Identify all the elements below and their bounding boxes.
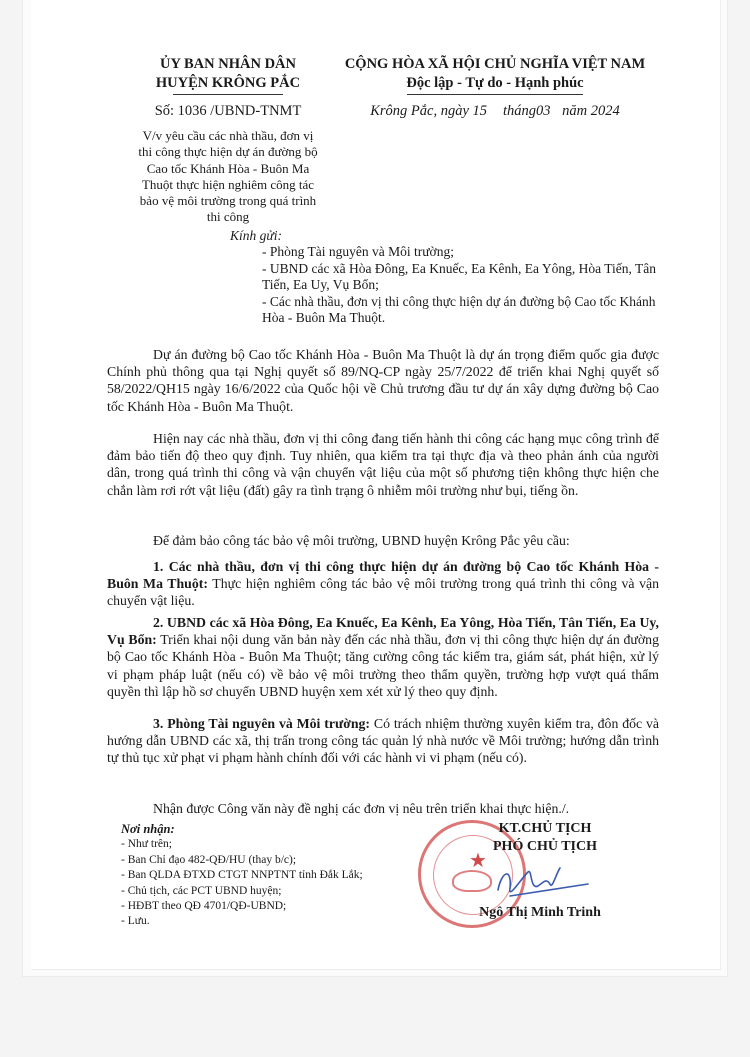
subject-line: thi công <box>206 209 250 225</box>
stamp-star-icon: ★ <box>469 850 487 872</box>
subject-line: Thuột thực hiện nghiêm công tác <box>141 176 315 192</box>
signature-title-2: PHÓ CHỦ TỊCH <box>493 839 597 854</box>
stamp-emblem-icon <box>452 870 492 892</box>
distribution-item: - HĐBT theo QĐ 4701/QĐ-UBND; <box>121 900 287 913</box>
subject-line: bảo vệ môi trường trong quá trình <box>139 193 317 209</box>
distribution-list <box>121 822 431 930</box>
requirement-2 <box>107 614 659 700</box>
date-year: năm 2024 <box>562 103 620 119</box>
org-line-1: ỦY BAN NHÂN DÂN <box>159 56 296 72</box>
issuing-authority <box>112 55 344 95</box>
signer-name: Ngô Thị Minh Trinh <box>479 905 601 920</box>
requirement-1-heading: 1. Các nhà thầu, đơn vị thi công thực hiện dự án đường bộ Cao tốc Khánh Hòa - Buôn Ma Thuột: <box>107 559 659 592</box>
paragraph-1: Dự án đường bộ Cao tốc Khánh Hòa - Buôn Ma Thuột là dự án trọng điểm quốc gia được Chính phủ thông qua tại Nghị quyết số 89/NQ-CP ngày 25/7/2022 để triển khai Nghị quyết số 58/2022/QH15 ngày 16/6/2022 của Quốc hội về Chủ trương đầu tư dự án xây dựng đường bộ Cao tốc Khánh Hòa - Buôn Ma Thuột. <box>107 347 659 414</box>
distribution-item: - Ban QLDA ĐTXD CTGT NNPTNT tỉnh Đắk Lắk; <box>121 869 363 882</box>
place-date <box>322 103 668 120</box>
org-line-2: HUYỆN KRÔNG PẮC <box>155 75 301 91</box>
requirement-3-heading: 3. Phòng Tài nguyên và Môi trường: <box>153 716 371 731</box>
requirement-1 <box>107 558 659 610</box>
paragraph-3: Để đảm bảo công tác bảo vệ môi trường, UBND huyện Krông Pắc yêu cầu: <box>153 533 570 548</box>
distribution-item: - Chủ tịch, các PCT UBND huyện; <box>121 884 282 897</box>
nation-line-2: Độc lập - Tự do - Hạnh phúc <box>406 75 584 91</box>
distribution-title: Nơi nhận: <box>121 822 175 836</box>
handwritten-signature-icon <box>490 860 590 905</box>
national-heading <box>322 55 668 95</box>
recipients-label: Kính gửi: <box>230 228 282 243</box>
paragraph-2: Hiện nay các nhà thầu, đơn vị thi công đang tiến hành thi công các hạng mục công trình để đảm bảo tiến độ theo quy định. Tuy nhiên, qua kiểm tra tại thực địa và theo phản ánh của người dân, trong quá trình thi công và vận chuyển vật liệu của một số phương tiện không thực hiện che chắn làm rơi rớt vật liệu (đất) gây ra tình trạng ô nhiễm môi trường như bụi, tiếng ồn. <box>107 431 659 498</box>
distribution-item: - Như trên; <box>121 838 172 851</box>
recipient-item: - Phòng Tài nguyên và Môi trường; <box>262 244 454 259</box>
header-underline-left <box>173 94 283 95</box>
subject <box>112 128 344 226</box>
subject-line: thi công thực hiện dự án đường bộ <box>138 144 318 160</box>
distribution-item: - Lưu. <box>121 915 150 928</box>
closing-line: Nhận được Công văn này đề nghị các đơn vị nêu trên triển khai thực hiện./. <box>153 801 570 816</box>
subject-line: V/v yêu cầu các nhà thầu, đơn vị <box>142 128 314 143</box>
nation-line-1: CỘNG HÒA XÃ HỘI CHỦ NGHĨA VIỆT NAM <box>344 56 646 72</box>
requirement-3-text: Có trách nhiệm thường xuyên kiểm tra, đôn đốc và hướng dẫn UBND các xã, thị trấn trong công tác quản lý nhà nước về Môi trường; hướng dẫn trình tự thủ tục xử phạt vi phạm hành chính đối với các hành vi vi phạm (nếu có). <box>107 716 659 766</box>
date-place-day: Krông Pắc, ngày 15 <box>370 103 488 119</box>
subject-line: Cao tốc Khánh Hòa - Buôn Ma <box>146 160 310 176</box>
requirement-3 <box>107 715 659 767</box>
distribution-item: - Ban Chỉ đạo 482-QĐ/HU (thay b/c); <box>121 853 297 866</box>
requirement-2-heading: 2. UBND các xã Hòa Đông, Ea Knuếc, Ea Kênh, Ea Yông, Hòa Tiến, Tân Tiến, Ea Uy, Vụ Bổn: <box>107 615 659 648</box>
requirement-1-text: Thực hiện nghiêm công tác bảo vệ môi trường trong quá trình thi công và vận chuyển vật liệu. <box>107 576 659 609</box>
requirement-2-text: Triển khai nội dung văn bản này đến các nhà thầu, đơn vị thi công thực hiện dự án đường bộ Cao tốc Khánh Hòa - Buôn Ma Thuột; tăng cường công tác kiểm tra, giám sát, phát hiện, xử lý vi phạm pháp luật (nếu có) về bảo vệ môi trường theo thẩm quyền, trường hợp vượt quá thẩm quyền thì lập hồ sơ chuyển UBND huyện xem xét xử lý theo quy định. <box>107 632 659 699</box>
signature-block <box>450 820 640 856</box>
doc-number: Số: 1036 /UBND-TNMT <box>154 103 302 119</box>
date-month: tháng03 <box>503 103 551 119</box>
header-underline-right <box>407 94 583 95</box>
recipients-list <box>262 244 660 327</box>
recipient-item: - UBND các xã Hòa Đông, Ea Knuếc, Ea Kênh, Ea Yông, Hòa Tiến, Tân Tiến, Ea Uy, Vụ Bổn; <box>262 260 657 293</box>
signature-title-1: KT.CHỦ TỊCH <box>498 821 592 836</box>
recipient-item: - Các nhà thầu, đơn vị thi công thực hiện dự án đường bộ Cao tốc Khánh Hòa - Buôn Ma Thuột. <box>262 293 656 326</box>
